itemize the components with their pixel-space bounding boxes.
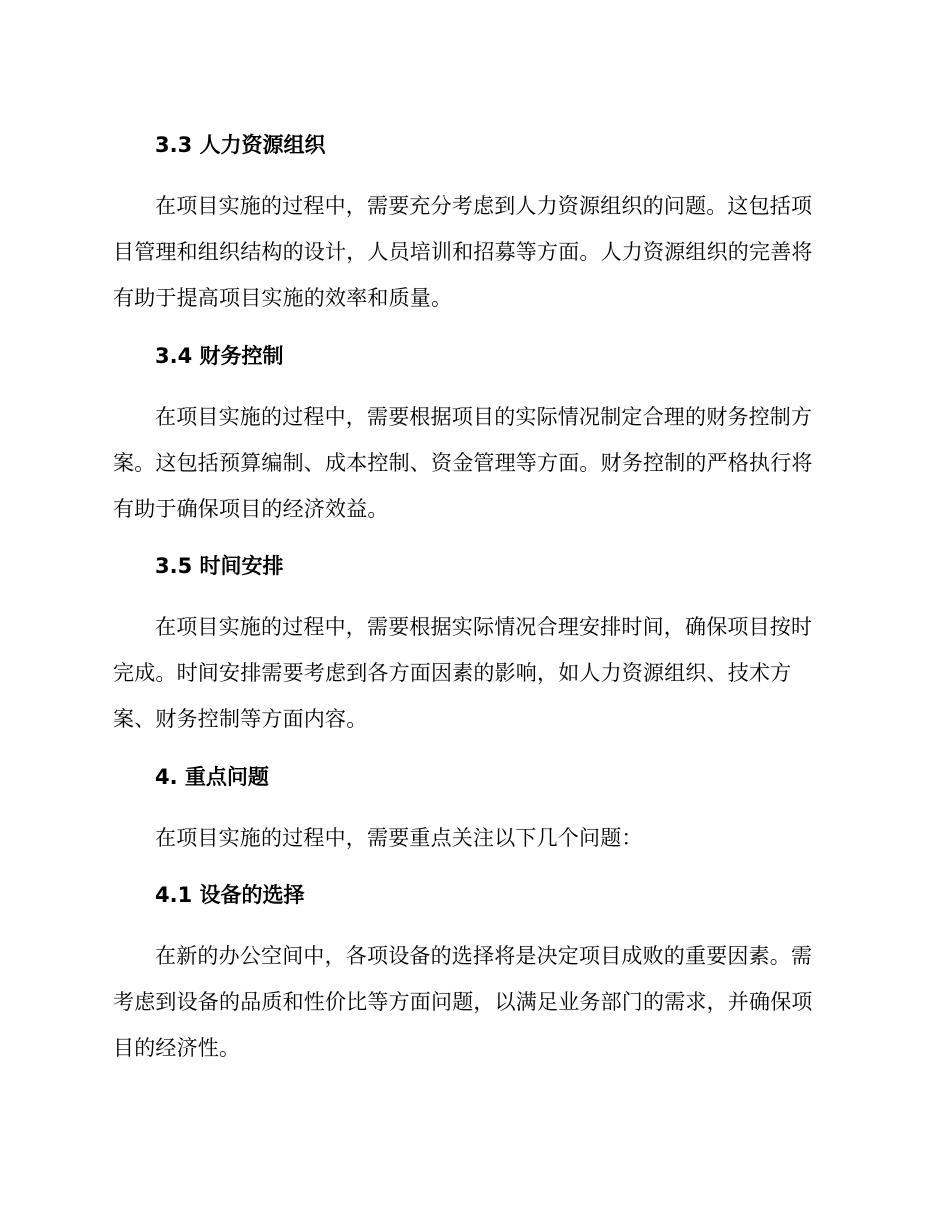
section-paragraph: 在新的办公空间中，各项设备的选择将是决定项目成败的重要因素。需考虑到设备的品质和性价比等方面问题，以满足业务部门的需求，并确保项目的经济性。 [113,944,813,1061]
section-heading: 4.1 设备的选择 [155,883,305,908]
section-heading: 3.5 时间安排 [155,554,284,579]
section-paragraph: 在项目实施的过程中，需要充分考虑到人力资源组织的问题。这包括项目管理和组织结构的设计，人员培训和招募等方面。人力资源组织的完善将有助于提高项目实施的效率和质量。 [113,194,813,311]
section-4-1 [113,878,830,1071]
section-3-3 [113,128,830,321]
section-4 [113,760,830,861]
section-3-5 [113,549,830,742]
section-3-4 [113,339,830,532]
section-paragraph: 在项目实施的过程中，需要根据实际情况合理安排时间，确保项目按时完成。时间安排需要考虑到各方面因素的影响，如人力资源组织、技术方案、财务控制等方面内容。 [113,615,813,732]
section-paragraph: 在项目实施的过程中，需要重点关注以下几个问题： [155,825,643,850]
section-heading: 3.3 人力资源组织 [155,133,326,158]
section-paragraph: 在项目实施的过程中，需要根据项目的实际情况制定合理的财务控制方案。这包括预算编制、成本控制、资金管理等方面。财务控制的严格执行将有助于确保项目的经济效益。 [113,404,813,521]
section-heading: 4. 重点问题 [155,764,269,789]
section-heading: 3.4 财务控制 [155,343,284,368]
